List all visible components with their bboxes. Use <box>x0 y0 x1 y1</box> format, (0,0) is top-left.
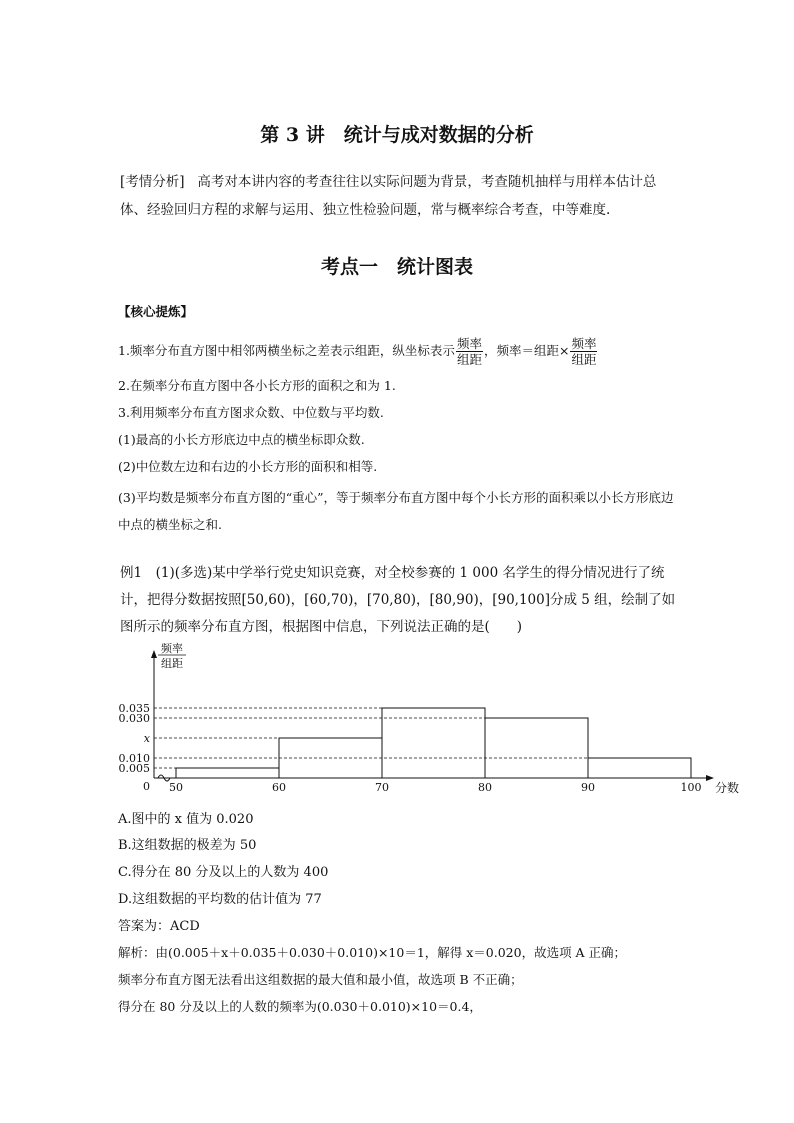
core-point-2: 2.在频率分布直方图中各小长方形的面积之和为 1. <box>118 378 396 393</box>
histogram-bar-2 <box>382 708 485 778</box>
histogram-bar-3 <box>485 718 588 778</box>
x-tick-label-2: 70 <box>375 781 389 794</box>
core-point-3-1: (1)最高的小长方形底边中点的横坐标即众数. <box>118 432 365 447</box>
fraction-denominator-2: 组距 <box>571 352 597 367</box>
exam-analysis <box>120 168 680 224</box>
example-question: 例1 (1)(多选)某中学举行党史知识竞赛，对全校参赛的 1 000 名学生的得分情况进行了统计，把得分数据按照[50,60)，[60,70)，[70,80)，[80,90)，[90,100]分成 5 组，绘制了如图所示的频率分布直方图，根据图中信息，下列说法正确的是( ) <box>120 565 676 635</box>
core-point-3: 3.利用频率分布直方图求众数、中位数与平均数. <box>118 405 384 420</box>
core-point-1 <box>118 336 598 367</box>
fraction-frequency-over-width-2 <box>570 336 597 367</box>
fraction-numerator: 频率 <box>456 336 482 351</box>
y-axis-label-denominator: 组距 <box>161 657 183 670</box>
x-tick-label-1: 60 <box>272 781 286 794</box>
y-tick-label-4: 0.035 <box>118 702 150 715</box>
y-axis-label-numerator: 频率 <box>161 642 183 655</box>
core-point-1-text-b: ，频率＝组距× <box>483 343 570 358</box>
x-axis-label: 分数 <box>714 781 740 795</box>
option-d: D.这组数据的平均数的估计值为 77 <box>118 892 322 907</box>
section-title: 考点一 统计图表 <box>320 256 473 278</box>
analysis-label: [考情分析] <box>120 174 185 190</box>
x-axis-arrow <box>706 775 714 781</box>
fraction-denominator: 组距 <box>456 352 482 367</box>
solution-line-3: 得分在 80 分及以上的人数的频率为(0.030＋0.010)×10＝0.4， <box>118 999 482 1014</box>
core-point-3-3: (3)平均数是频率分布直方图的“重心”，等于频率分布直方图中每个小长方形的面积乘以小长方形底边中点的横坐标之和. <box>118 490 674 532</box>
fraction-frequency-over-width <box>456 336 483 367</box>
y-axis-arrow <box>151 650 157 658</box>
x-tick-label-4: 90 <box>581 781 595 794</box>
y-tick-label-1: 0.010 <box>118 752 150 765</box>
y-tick-label-3: 0.030 <box>118 712 150 725</box>
option-a: A.图中的 x 值为 0.020 <box>118 812 254 827</box>
option-b: B.这组数据的极差为 50 <box>118 838 257 853</box>
core-point-3-2: (2)中位数左边和右边的小长方形的面积和相等. <box>118 459 378 474</box>
solution-line-2: 频率分布直方图无法看出这组数据的最大值和最小值，故选项 B 不正确； <box>118 972 523 987</box>
core-point-1-text-a: 1.频率分布直方图中相邻两横坐标之差表示组距，纵坐标表示 <box>118 343 455 358</box>
x-tick-label-5: 100 <box>680 781 702 794</box>
fraction-numerator-2: 频率 <box>571 336 597 351</box>
origin-label: 0 <box>143 780 150 793</box>
frequency-histogram <box>118 642 740 800</box>
histogram-bar-4 <box>588 758 691 778</box>
solution-line-1: 解析：由(0.005＋x＋0.035＋0.030＋0.010)×10＝1，解得 x＝0.020，故选项 A 正确； <box>118 945 627 960</box>
histogram-bar-0 <box>176 768 279 778</box>
answer: 答案为：ACD <box>118 919 200 934</box>
core-label: 【核心提炼】 <box>118 304 194 319</box>
option-c: C.得分在 80 分及以上的人数为 400 <box>118 865 329 880</box>
analysis-text: 高考对本讲内容的考查往往以实际问题为背景，考查随机抽样与用样本估计总体、经验回归方程的求解与运用、独立性检验问题，常与概率综合考查，中等难度. <box>120 174 657 218</box>
y-tick-label-0: 0.005 <box>118 762 150 775</box>
page-title: 第 3 讲 统计与成对数据的分析 <box>260 124 534 146</box>
y-tick-label-2: x <box>143 732 150 745</box>
x-tick-label-0: 50 <box>169 781 183 794</box>
x-tick-label-3: 80 <box>478 781 492 794</box>
